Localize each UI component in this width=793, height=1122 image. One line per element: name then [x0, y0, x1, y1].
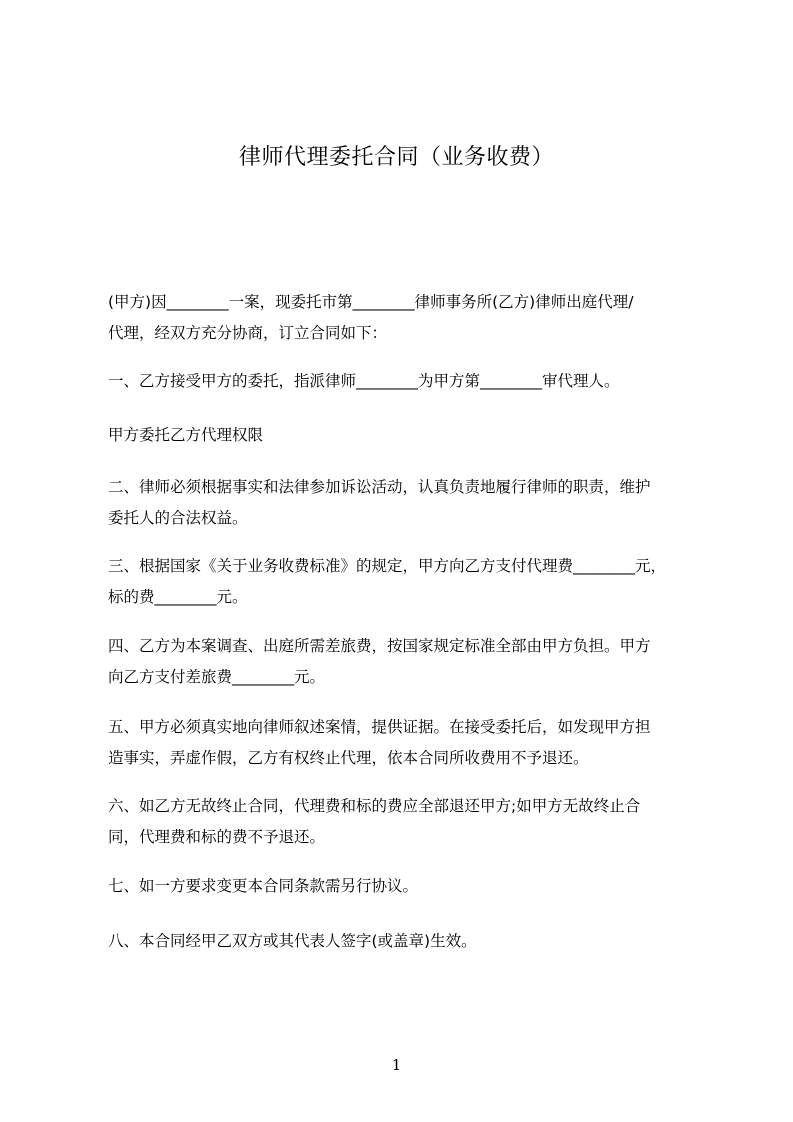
paragraph-line: 标的费________元。 — [108, 588, 248, 606]
paragraph-line: 委托人的合法权益。 — [108, 509, 248, 527]
paragraph-line: 三、根据国家《关于业务收费标准》的规定，甲方向乙方支付代理费________元， — [108, 557, 667, 575]
clause-4-paragraph — [108, 631, 702, 693]
clause-1-paragraph — [108, 366, 702, 397]
authority-paragraph — [108, 420, 702, 451]
clause-5-paragraph — [108, 712, 702, 774]
paragraph-line: 七、如一方要求变更本合同条款需另行协议。 — [108, 877, 419, 895]
clause-8-paragraph — [108, 926, 702, 957]
clause-6-paragraph — [108, 791, 702, 853]
paragraph-line: 同，代理费和标的费不予退还。 — [108, 828, 326, 846]
paragraph-line: 甲方委托乙方代理权限 — [108, 426, 264, 444]
paragraph-line: 八、本合同经甲乙双方或其代表人签字(或盖章)生效。 — [108, 932, 477, 950]
document-title: 律师代理委托合同（业务收费） — [238, 145, 554, 170]
clause-3-paragraph — [108, 551, 702, 613]
paragraph-line: 一、乙方接受甲方的委托，指派律师________为甲方第________审代理人。 — [108, 372, 620, 390]
paragraph-line: 二、律师必须根据事实和法律参加诉讼活动，认真负责地履行律师的职责，维护 — [108, 478, 651, 496]
paragraph-line: 六、如乙方无故终止合同，代理费和标的费应全部退还甲方;如甲方无故终止合 — [108, 797, 641, 815]
page-number: 1 — [391, 1056, 402, 1074]
clause-7-paragraph — [108, 871, 702, 902]
intro-paragraph — [108, 287, 702, 349]
paragraph-line: 向乙方支付差旅费________元。 — [108, 668, 326, 686]
clause-2-paragraph — [108, 472, 702, 534]
paragraph-line: 四、乙方为本案调查、出庭所需差旅费，按国家规定标准全部由甲方负担。甲方 — [108, 637, 651, 655]
paragraph-line: 造事实，弄虚作假，乙方有权终止代理，依本合同所收费用不予退还。 — [108, 749, 589, 767]
paragraph-line: 代理，经双方充分协商，订立合同如下： — [108, 324, 388, 342]
paragraph-line: (甲方)因________一案，现委托市第________律师事务所(乙方)律师出庭代理/ — [108, 293, 634, 311]
paragraph-line: 五、甲方必须真实地向律师叙述案情，提供证据。在接受委托后，如发现甲方担 — [108, 718, 651, 736]
